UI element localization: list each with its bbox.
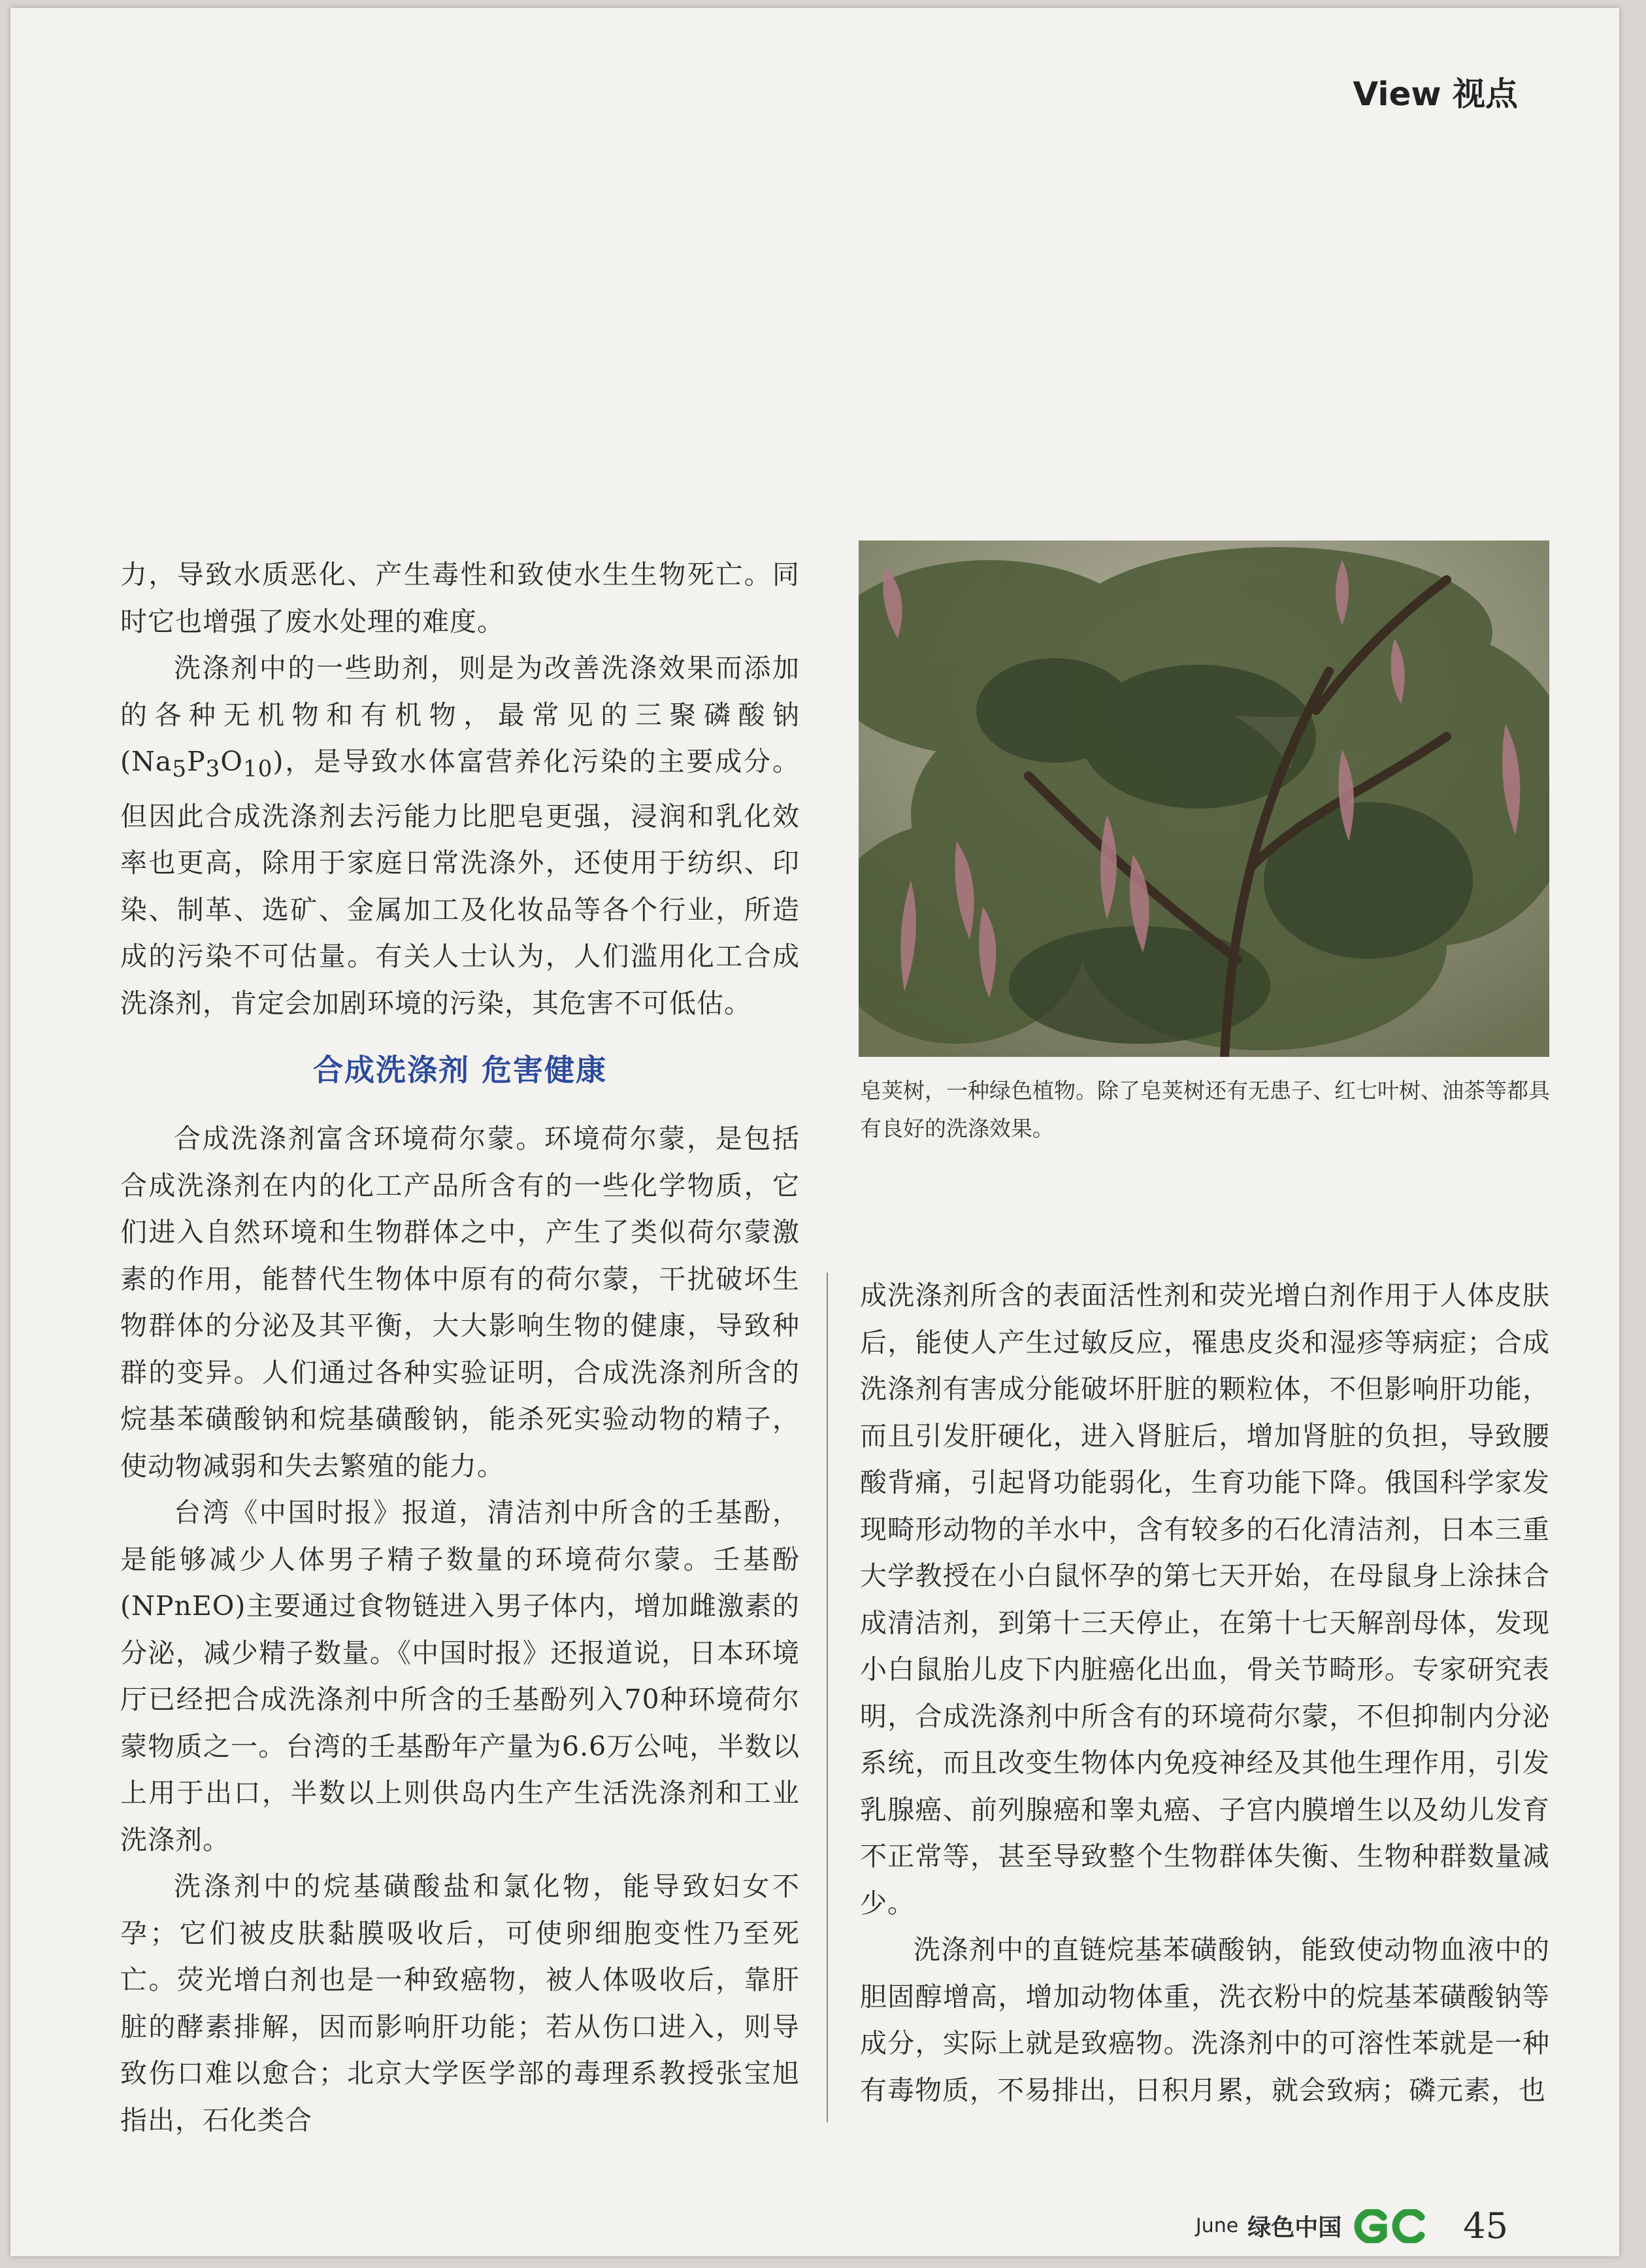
paragraph: 合成洗涤剂富含环境荷尔蒙。环境荷尔蒙，是包括合成洗涤剂在内的化工产品所含有的一些化学物质，它们进入自然环境和生物群体之中，产生了类似荷尔蒙激素的作用，能替代生物体中原有的荷尔蒙，干扰破坏生物群体的分泌及其平衡，大大影响生物的健康，导致种群的变异。人们通过各种实验证明，合成洗涤剂所含的烷基苯磺酸钠和烷基磺酸钠，能杀死实验动物的精子，使动物减弱和失去繁殖的能力。 — [120, 1123, 800, 1482]
section-header: View 视点 — [1353, 75, 1518, 113]
subscript: 3 — [205, 756, 221, 783]
subscript: 5 — [172, 756, 188, 783]
paragraph: 台湾《中国时报》报道，清洁剂中所含的壬基酚，是能够减少人体男子精子数量的环境荷尔蒙。壬基酚(NPnEO)主要通过食物链进入男子体内，增加雌激素的分泌，减少精子数量。《中国时报》还报道说，日本环境厅已经把合成洗涤剂中所含的壬基酚列入70种环境荷尔蒙物质之一。台湾的壬基酚年产量为6.6万公吨，半数以上用于出口，半数以上则供岛内生产生活洗涤剂和工业洗涤剂。 — [120, 1497, 800, 1856]
gc-logo-icon — [1351, 2209, 1428, 2243]
paragraph: 洗涤剂中的直链烷基苯磺酸钠，能致使动物血液中的胆固醇增高，增加动物体重，洗衣粉中的烷基苯磺酸钠等成分，实际上就是致癌物。洗涤剂中的可溶性苯就是一种有毒物质，不易排出，日积月累，就会致病；磷元素，也 — [860, 1934, 1550, 2106]
magazine-logo — [1351, 2209, 1428, 2243]
paragraph — [120, 645, 800, 1027]
section-subheading: 合成洗涤剂 危害健康 — [312, 1052, 607, 1088]
chem-letter: P — [187, 746, 206, 777]
photo-caption: 皂荚树，一种绿色植物。除了皂荚树还有无患子、红七叶树、油茶等都具有良好的洗涤效果。 — [860, 1078, 1550, 1141]
paragraph: 洗涤剂中的烷基磺酸盐和氯化物，能导致妇女不孕；它们被皮肤黏膜吸收后，可使卵细胞变性乃至死亡。荧光增白剂也是一种致癌物，被人体吸收后，靠肝脏的酵素排解，因而影响肝功能；若从伤口进入，则导致伤口难以愈合；北京大学医学部的毒理系教授张宝旭指出，石化类合 — [120, 1871, 800, 2136]
paragraph-text: )，是导致水体富营养化污染的主要成分。但因此合成洗涤剂去污能力比肥皂更强，浸润和乳化效率也更高，除用于家庭日常洗涤外，还使用于纺织、印染、制革、选矿、金属加工及化妆品等各个行业，所造成的污染不可估量。有关人士认为，人们滥用化工合成洗涤剂，肯定会加剧环境的污染，其危害不可低估。 — [120, 746, 800, 1019]
column-divider — [827, 1273, 828, 2122]
page-footer — [1196, 2205, 1508, 2246]
page-number: 45 — [1463, 2205, 1508, 2246]
paragraph-text: 洗涤剂中的一些助剂，则是为改善洗涤效果而添加的各种无机物和有机物，最常见的三聚磷酸钠(Na — [120, 652, 800, 777]
issue-month: June — [1195, 2214, 1239, 2237]
paragraph: 成洗涤剂所含的表面活性剂和荧光增白剂作用于人体皮肤后，能使人产生过敏反应，罹患皮炎和湿疹等病症；合成洗涤剂有害成分能破坏肝脏的颗粒体，不但影响肝功能，而且引发肝硬化，进入肾脏后，增加肾脏的负担，导致腰酸背痛，引起肾功能弱化，生育功能下降。俄国科学家发现畸形动物的羊水中，含有较多的石化清洁剂，日本三重大学教授在小白鼠怀孕的第七天开始，在母鼠身上涂抹合成清洁剂，到第十三天停止，在第十七天解剖母体，发现小白鼠胎儿皮下内脏癌化出血，骨关节畸形。专家研究表明，合成洗涤剂中所含有的环境荷尔蒙，不但抑制内分泌系统，而且改变生物体内免疫神经及其他生理作用，引发乳腺癌、前列腺癌和睾丸癌、子宫内膜增生以及幼儿发育不正常等，甚至导致整个生物群体失衡、生物种群数量减少。 — [860, 1280, 1550, 1919]
magazine-page — [10, 8, 1619, 2256]
honey-locust-photo — [859, 541, 1549, 1057]
magazine-name: 绿色中国 — [1247, 2214, 1342, 2241]
subscript: 10 — [243, 756, 273, 783]
chem-letter: O — [220, 746, 244, 777]
left-column — [120, 552, 800, 2144]
paragraph: 力，导致水质恶化、产生毒性和致使水生生物死亡。同时它也增强了废水处理的难度。 — [120, 559, 800, 637]
right-column — [860, 1273, 1550, 2114]
tree-illustration — [859, 541, 1549, 1057]
